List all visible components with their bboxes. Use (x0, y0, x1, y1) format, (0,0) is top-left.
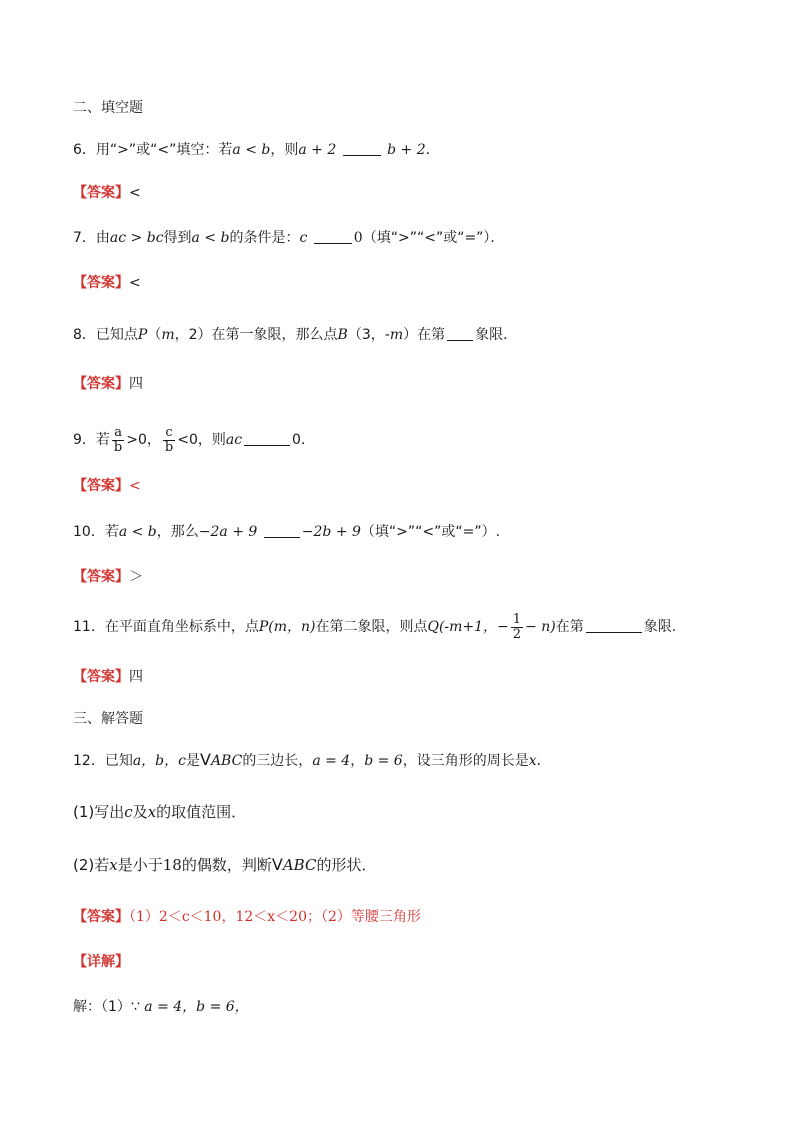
question-10: 10．若a < b，那么−2a + 9 −2b + 9（填“>”“<”或“=”）. (73, 524, 501, 540)
answer-blank[interactable] (264, 523, 300, 538)
answer-11: 【答案】四 (73, 669, 143, 685)
answer-tag: 【答案】 (73, 478, 129, 494)
detail-tag: 【详解】 (73, 954, 129, 970)
answer-blank[interactable] (314, 229, 352, 244)
question-11: 11．在平面直角坐标系中，点P(m，n)在第二象限，则点Q(-m+1，− $\frac{1}{2}$ − n)在第 象限. (73, 611, 677, 642)
answer-12: 【答案】（1）2＜c＜10，12＜x＜20；（2）等腰三角形 (73, 909, 421, 925)
question-6: 6．用“>”或“<”填空：若a < b，则a + 2 b + 2． (73, 142, 440, 158)
section-title-solve: 三、解答题 (73, 711, 143, 727)
answer-9: 【答案】< (73, 478, 141, 494)
answer-blank[interactable] (447, 326, 473, 341)
fraction-a-over-b: $\frac{a}{b}$ (113, 424, 123, 455)
answer-8: 【答案】四 (73, 376, 143, 392)
section-title-fill-blank: 二、填空题 (73, 100, 143, 116)
question-8: 8．已知点P（m，2）在第一象限，那么点B（3，-m）在第 象限． (73, 327, 518, 343)
answer-blank[interactable] (586, 618, 642, 633)
answer-blank[interactable] (343, 141, 381, 156)
triangle-symbol: V (271, 855, 283, 874)
answer-7: 【答案】< (73, 275, 141, 291)
fraction-one-half: $\frac{1}{2}$ (512, 611, 522, 642)
fraction-c-over-b: $\frac{c}{b}$ (164, 424, 174, 455)
answer-tag: 【答案】 (73, 569, 129, 585)
question-7: 7．由ac > bc得到a < b的条件是：c 0（填“>”“<”或“=”）． (73, 230, 505, 246)
answer-6: 【答案】< (73, 185, 141, 201)
question-9: 9．若 $\frac{a}{b}$ >0， $\frac{c}{b}$ <0，则ac 0. (73, 424, 306, 455)
answer-tag: 【答案】 (73, 669, 129, 685)
solution-line-1: 解：（1）∵ a = 4，b = 6， (73, 999, 249, 1015)
answer-tag: 【答案】 (73, 376, 129, 392)
triangle-symbol: V (199, 750, 211, 769)
answer-tag: 【答案】 (73, 909, 129, 925)
answer-10: 【答案】＞ (73, 569, 143, 585)
question-12: 12．已知a，b，c是VABC的三边长，a = 4，b = 6，设三角形的周长是x． (73, 750, 551, 769)
sub-question-1: (1)写出c及x的取值范围． (73, 803, 247, 821)
answer-blank[interactable] (244, 431, 290, 446)
sub-question-2: (2)若x是小于18的偶数，判断VABC的形状． (73, 855, 377, 874)
answer-tag: 【答案】 (73, 275, 129, 291)
answer-tag: 【答案】 (73, 185, 129, 201)
